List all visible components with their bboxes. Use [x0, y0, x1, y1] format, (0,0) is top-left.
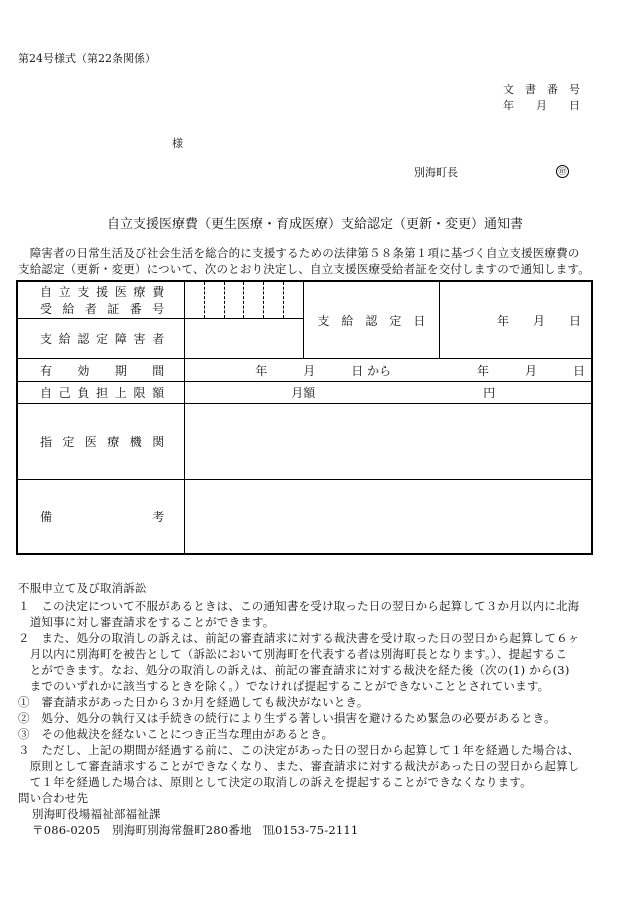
contact-address: 〒086-0205 別海町別海常盤町280番地 ℡0153-75-2111: [32, 823, 359, 837]
issue-date: 年 月 日: [503, 99, 580, 112]
institution-label: 指定医療機関: [17, 404, 185, 480]
appeal-line: １ この決定について不服があるときは、この通知書を受け取った日の翌日から起算して３か月以内に北海: [18, 599, 580, 613]
validity-from: 年 月 日 から: [255, 363, 392, 378]
certification-date-label: 支 給 認 定 日: [303, 281, 439, 359]
appeal-line: 道知事に対し審査請求をすることができます。: [18, 615, 275, 629]
remarks-label: 備 考: [17, 480, 185, 554]
remarks-value: [185, 480, 592, 554]
digit-box: [185, 282, 205, 318]
validity-to: 年 月 日: [476, 363, 585, 378]
intro-line: 障害者の日常生活及び社会生活を総合的に支援するための法律第５８条第１項に基づく自立支援医療費の: [18, 246, 580, 260]
appeal-line: ２ また、処分の取消しの訴えは、前記の審査請求に対する裁決書を受け取った日の翌日から起算して６ヶ: [18, 631, 580, 645]
document-title: 自立支援医療費（更生医療・育成医療）支給認定（更新・変更）通知書: [106, 217, 523, 232]
contact-heading: 問い合わせ先: [18, 791, 89, 805]
appeal-heading: 不服申立て及び取消訴訟: [18, 581, 147, 595]
intro-line: 支給認定（更新・変更）について、次のとおり決定し、自立支援医療受給者証を交付しますので通知します。: [18, 262, 590, 276]
issuer-name: 別海町長: [414, 166, 458, 179]
notice-table: [16, 280, 593, 555]
appeal-line: とができます。なお、処分の取消しの訴えは、前記の審査請求に対する裁決を経た後（次の(1) から(3): [18, 663, 570, 677]
digit-box: [205, 282, 225, 318]
document-number: 文 書 番 号: [503, 83, 580, 96]
certified-person-label: 支給認定障害者: [17, 319, 185, 359]
recipient-number-label: 自立支援医療費 受給者証番号: [17, 281, 185, 319]
digit-box: [244, 282, 264, 318]
digit-box: [284, 282, 303, 318]
copay-limit-value: 月額 円: [185, 382, 592, 404]
copay-limit-label: 自己負担上限額: [17, 382, 185, 404]
certification-date-value: 年 月 日: [440, 281, 592, 359]
appeal-line: ② 処分、処分の執行又は手続きの続行により生ずる著しい損害を避けるため緊急の必要があるとき。: [18, 711, 556, 725]
appeal-line: ③ その他裁決を経ないことにつき正当な理由があるとき。: [18, 727, 334, 741]
appeal-line: て１年を経過した場合は、原則として決定の取消しの訴えを提起することができなくなります。: [18, 775, 532, 789]
addressee-suffix: 様: [172, 137, 183, 150]
validity-label: 有効期間: [17, 359, 185, 382]
appeal-line: ３ ただし、上記の期間が経過する前に、この決定があった日の翌日から起算して１年を経過した場合は、: [18, 743, 580, 757]
appeal-line: 原則として審査請求することができなくなり、また、審査請求に対する裁決があった日の翌日から起算し: [18, 759, 580, 773]
digit-box: [225, 282, 245, 318]
form-number: 第24号様式（第22条関係）: [18, 52, 156, 65]
intro-paragraph: [18, 245, 608, 277]
appeal-line: 月以内に別海町を被告として（訴訟において別海町を代表する者は別海町長となります。）、提起するこ: [18, 647, 568, 661]
validity-period: [185, 359, 592, 382]
seal-mark: ㊞: [556, 164, 569, 178]
appeal-line: までのいずれかに該当するときを除く。）でなければ提起することができないこととされています。: [18, 679, 550, 693]
appeal-line: ① 審査請求があった日から３か月を経過しても裁決がないとき。: [18, 695, 369, 709]
recipient-number-boxes: [185, 281, 303, 319]
institution-value: [185, 404, 592, 480]
appeal-section: [18, 580, 608, 838]
contact-office: 別海町役場福祉部福祉課: [32, 807, 161, 821]
certified-person-value: [185, 319, 303, 359]
digit-box: [264, 282, 284, 318]
